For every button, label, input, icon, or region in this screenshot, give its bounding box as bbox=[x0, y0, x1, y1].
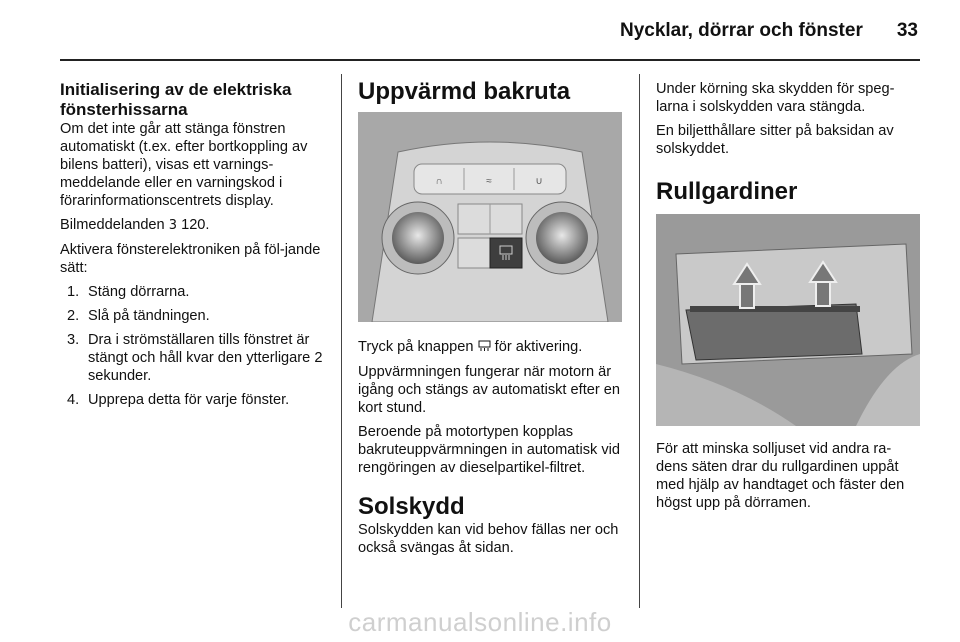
svg-text:∩: ∩ bbox=[435, 176, 443, 187]
page-header bbox=[620, 20, 918, 42]
running-title: Nycklar, dörrar och fönster bbox=[619, 20, 863, 41]
column-1 bbox=[60, 80, 330, 415]
section-heading-initialisering: Initialisering av de elektriska fönsterhissarna bbox=[60, 80, 292, 119]
list-item: 2. Slå på tändningen. bbox=[67, 308, 210, 324]
paragraph: Solskydden kan vid behov fällas ner och också svängas åt sidan. bbox=[358, 522, 619, 556]
svg-text:≈: ≈ bbox=[486, 176, 492, 187]
section-heading-uppvarmd-bakruta: Uppvärmd bakruta bbox=[358, 78, 571, 105]
paragraph: Under körning ska skydden för speg-larna i solskydden vara stängda. bbox=[656, 81, 895, 115]
column-3 bbox=[656, 80, 922, 518]
arrow-icon: 3 bbox=[168, 218, 178, 233]
header-rule bbox=[60, 59, 920, 61]
sunshade-image bbox=[656, 214, 920, 426]
climate-control-panel-image bbox=[358, 112, 622, 322]
list-item: 3. Dra i strömställaren tills fönstret är stängt och håll kvar den ytterligare 2 sekunder. bbox=[67, 332, 323, 384]
paragraph: För att minska solljuset vid andra ra-dens säten drar du rullgardinen uppåt med hjälp av handtaget och fäster den högst upp på dörramen. bbox=[656, 441, 905, 511]
watermark: carmanualsonline.info bbox=[348, 607, 612, 637]
column-2 bbox=[358, 78, 626, 563]
list-item: 4. Upprepa detta för varje fönster. bbox=[67, 392, 290, 408]
column-divider-1 bbox=[341, 74, 342, 608]
rear-window-heater-icon bbox=[478, 340, 495, 355]
steps-list bbox=[60, 283, 330, 409]
paragraph: Om det inte går att stänga fönstren automatiskt (t.ex. efter bortkoppling av bilens batteri), visas ett varnings-meddelande eller en varningskod i förarinformationscentrets display. bbox=[60, 121, 308, 209]
svg-text:∪: ∪ bbox=[535, 176, 543, 187]
paragraph: Aktivera fönsterelektroniken på föl-jande sätt: bbox=[60, 242, 321, 276]
paragraph: Tryck på knappen för aktivering. bbox=[358, 339, 583, 355]
page-ref-link[interactable]: 120. bbox=[181, 217, 210, 233]
column-divider-2 bbox=[639, 74, 640, 608]
paragraph: Beroende på motortypen kopplas bakruteuppvärmningen in automatisk vid rengöringen av dieselpartikel-filtret. bbox=[358, 424, 621, 476]
paragraph: Uppvärmningen fungerar när motorn är igång och stängs av automatiskt efter en kort stund. bbox=[358, 364, 621, 416]
section-heading-rullgardiner: Rullgardiner bbox=[656, 178, 798, 205]
paragraph: En biljetthållare sitter på baksidan av solskyddet. bbox=[656, 123, 894, 157]
reference-paragraph bbox=[60, 216, 330, 235]
list-item: 1. Stäng dörrarna. bbox=[67, 284, 190, 300]
ref-text: Bilmeddelanden bbox=[60, 217, 165, 233]
page-number: 33 bbox=[896, 20, 918, 41]
section-heading-solskydd: Solskydd bbox=[358, 493, 465, 520]
